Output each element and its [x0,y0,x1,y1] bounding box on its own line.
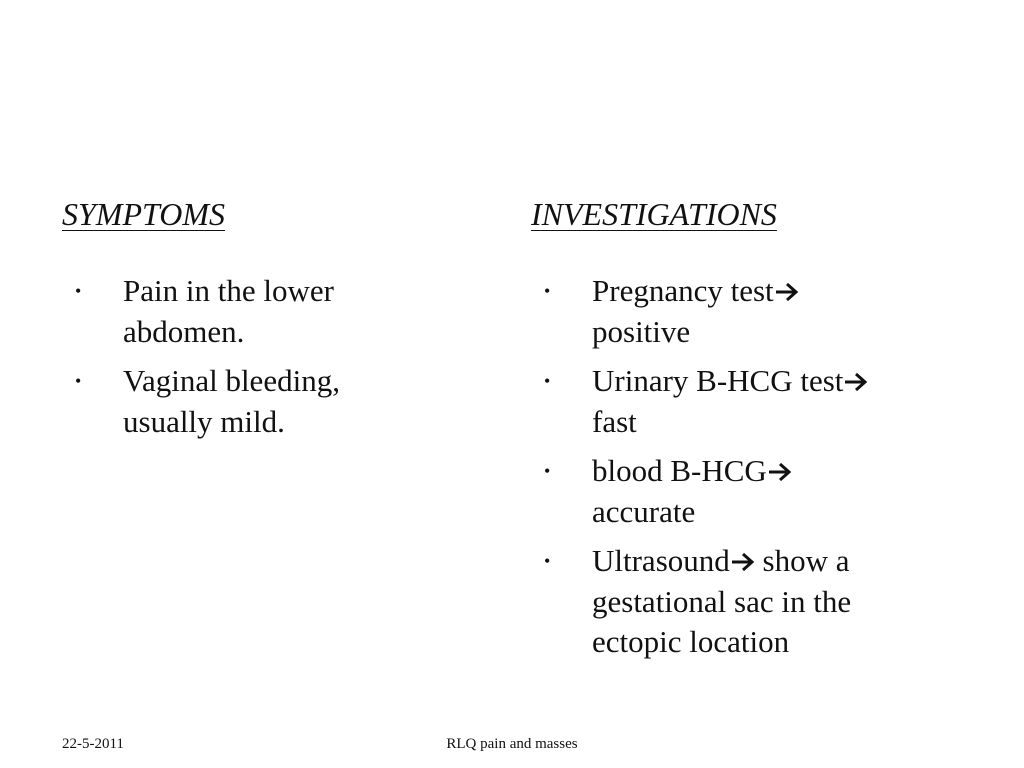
investigation-text: gestational sac in the [592,583,852,619]
investigation-text: blood B-HCG [592,453,767,488]
investigation-text: fast [592,403,637,439]
list-item [531,361,868,442]
symptoms-list [62,271,340,451]
list-item [531,451,868,532]
bullet-icon: • [75,281,82,301]
investigation-text: positive [592,313,691,349]
investigation-text: ectopic location [592,624,790,659]
investigation-text: accurate [592,493,696,529]
list-item [62,271,340,352]
investigations-heading: INVESTIGATIONS [531,196,777,232]
footer-title: RLQ pain and masses [446,736,578,752]
investigation-text: Urinary B-HCG test [592,363,844,398]
arrow-right-icon [844,372,868,392]
bullet-icon: • [544,551,551,571]
symptom-text: usually mild. [123,403,285,439]
arrow-right-icon [768,462,792,482]
symptom-text: Pain in the lower [123,273,334,308]
list-item [62,361,340,442]
arrow-right-icon [731,552,755,572]
investigation-text: Pregnancy test [592,273,774,308]
investigations-list [531,271,868,672]
investigation-text: Ultrasound [592,543,730,578]
list-item [531,541,868,663]
bullet-icon: • [544,461,551,481]
investigation-text: show a [754,543,850,578]
symptoms-heading: SYMPTOMS [62,196,225,232]
bullet-icon: • [544,371,551,391]
bullet-icon: • [544,281,551,301]
symptom-text: abdomen. [123,313,245,349]
footer-date: 22-5-2011 [62,736,124,752]
symptom-text: Vaginal bleeding, [123,363,340,398]
list-item [531,271,868,352]
arrow-right-icon [775,282,799,302]
bullet-icon: • [75,371,82,391]
